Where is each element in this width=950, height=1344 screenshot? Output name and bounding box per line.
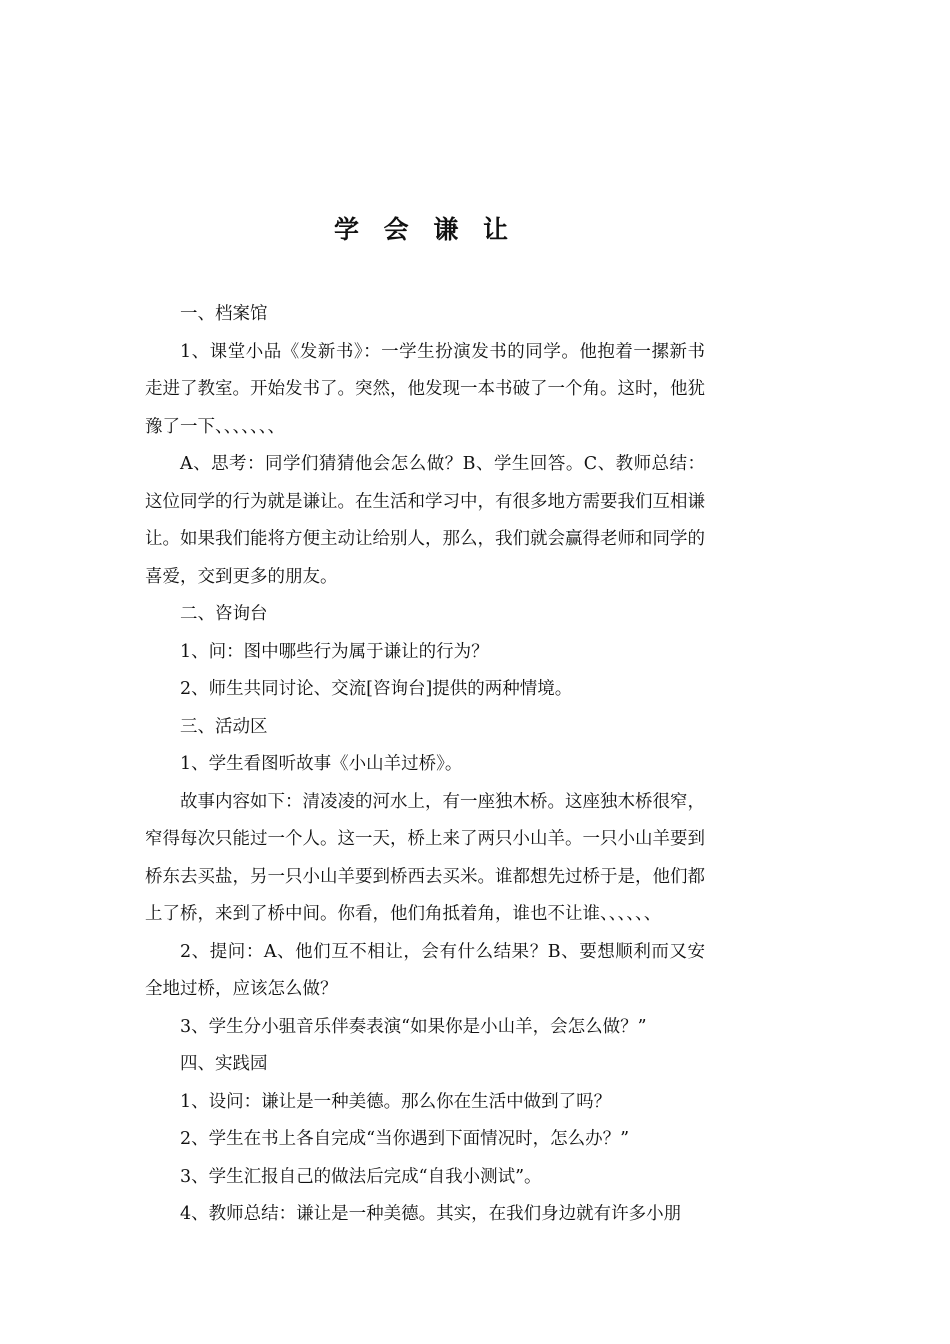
section-heading-archive: 一、档案馆	[180, 304, 268, 324]
paragraph: 2、学生在书上各自完成“当你遇到下面情况时，怎么办？”	[180, 1129, 630, 1149]
paragraph: 4、教师总结：谦让是一种美德。其实，在我们身边就有许多小朋	[180, 1204, 682, 1224]
section-heading-activity: 三、活动区	[180, 716, 268, 737]
document-title: 学 会 谦 让	[333, 215, 517, 244]
paragraph: 2、提问：A、他们互不相让，会有什么结果？B、要想顺利而又安全地过桥，应该怎么做？	[145, 941, 705, 999]
paragraph: 1、设问：谦让是一种美德。那么你在生活中做到了吗？	[180, 1091, 612, 1112]
paragraph: 1、问：图中哪些行为属于谦让的行为？	[180, 641, 489, 662]
paragraph: 3、学生分小驵音乐伴奏表演“如果你是小山羊，会怎么做？”	[180, 1016, 647, 1037]
paragraph: A、思考：同学们猜猜他会怎么做？B、学生回答。C、教师总结：这位同学的行为就是谦让。在生活和学习中，有很多地方需要我们互相谦让。如果我们能将方便主动让给别人，那么，我们就会赢得老师和同学的喜爱，交到更多的朋友。	[145, 454, 705, 587]
document-body	[145, 296, 705, 1234]
paragraph: 1、学生看图听故事《小山羊过桥》。	[180, 754, 463, 774]
paragraph: 2、师生共同讨论、交流[咨询台]提供的两种情境。	[180, 679, 573, 699]
paragraph: 1、课堂小品《发新书》：一学生扮演发书的同学。他抱着一摞新书走进了教室。开始发书了。突然，他发现一本书破了一个角。这时，他犹豫了一下、、、、、、、	[145, 341, 705, 437]
paragraph: 故事内容如下：清凌凌的河水上，有一座独木桥。这座独木桥很窄，窄得每次只能过一个人。这一天，桥上来了两只小山羊。一只小山羊要到桥东去买盐，另一只小山羊要到桥西去买米。谁都想先过桥于是，他们都上了桥，来到了桥中间。你看，他们角抵着角，谁也不让谁、、、、、、	[145, 791, 705, 924]
section-heading-practice: 四、实践园	[180, 1054, 268, 1074]
section-heading-consult: 二、咨询台	[180, 604, 268, 624]
paragraph: 3、学生汇报自己的做法后完成“自我小测试”。	[180, 1166, 542, 1187]
